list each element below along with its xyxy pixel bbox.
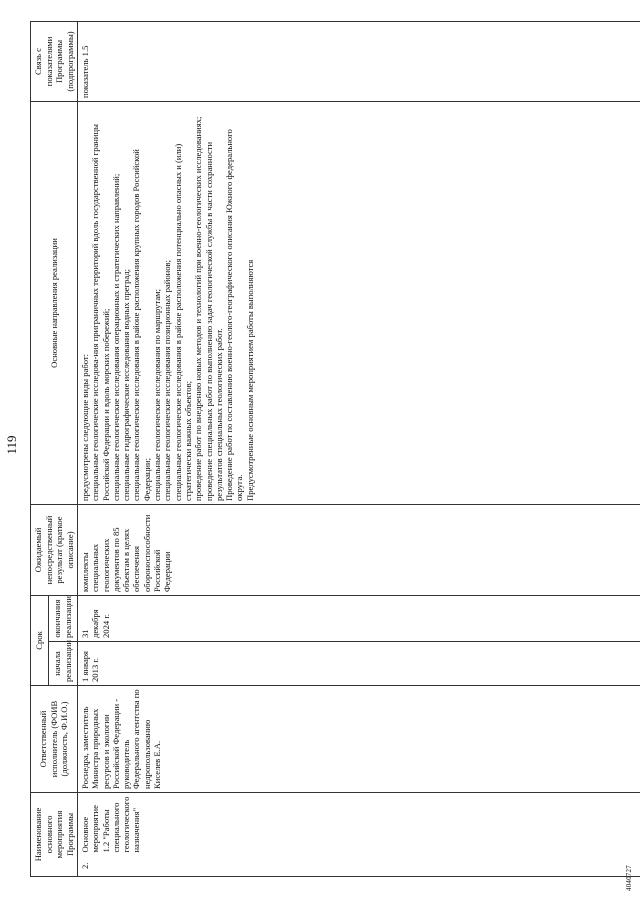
page-number: 119 — [4, 435, 19, 455]
col-end-header: окончания реализации — [48, 595, 77, 641]
col-expected-header: Ожидаемый непосредственный результат (краткое описание) — [31, 504, 78, 595]
col-start-header: начала реализации — [48, 642, 77, 686]
directions-cell: предусмотрены следующие виды работ: специальные геологические исследова-ния приграничных территорий вдоль государственной границы Российской Федерации и вдоль морских побережий; специальные геологические исследования операционных и стратегических направлений; специальные гидрографические исследования водных преград; специальные геологические исследования в районе расположения крупных городов Российской Федерации; специальные геологические исследования по маршрутам; специальные геологические исследования позиционных районов; специальные геологические исследования в районе расположения потенциально опасных и (или) стратегически важных объектов; проведение работ по внедрению новых методов и технологий при военно-геологических исследованиях; проведение специальных работ по выполнению задач геологической службы в части сохранности результатов специальных геологических работ. Проведение работ по составлению военно-геолого-географического описания Южного федерального округа. Предусмотренные основным мероприятием работы выполняются — [78, 101, 640, 504]
col-directions-header: Основные направления реализации — [31, 101, 78, 504]
document-id: 4040727 — [625, 865, 633, 891]
col-program-event-header: Наименование основного мероприятия Программы — [31, 793, 78, 877]
end-cell: 31 декабря 2024 г. — [78, 595, 640, 641]
program-table — [30, 21, 640, 877]
table-row — [78, 21, 640, 876]
col-term-header: Срок — [31, 595, 49, 685]
col-executor-header: Ответственный исполнитель (ФОИВ (должность, Ф.И.О.) — [31, 686, 78, 793]
col-link-header: Связь с показателями Программы (подпрограммы) — [31, 21, 78, 101]
expected-result-cell: комплекты специальных геологических документов по 85 объектам в целях обеспечения обороноспособности Российской Федерации — [78, 504, 640, 595]
row-number: 2. — [80, 862, 90, 869]
executor-cell: Роснедра, заместитель Министра природных ресурсов и экологии Российской Федерации - руководитель Федерального агентства по недропользованию Киселев Е.А. — [78, 686, 640, 793]
program-event-cell — [78, 793, 640, 877]
indicator-link-cell: показатель 1.5 — [78, 21, 640, 101]
start-cell: 1 января 2013 г. — [78, 642, 640, 686]
header-row-1 — [31, 21, 49, 876]
program-event-text: Основное мероприятие 1.2 "Работы специального геологического назначения" — [80, 796, 142, 853]
